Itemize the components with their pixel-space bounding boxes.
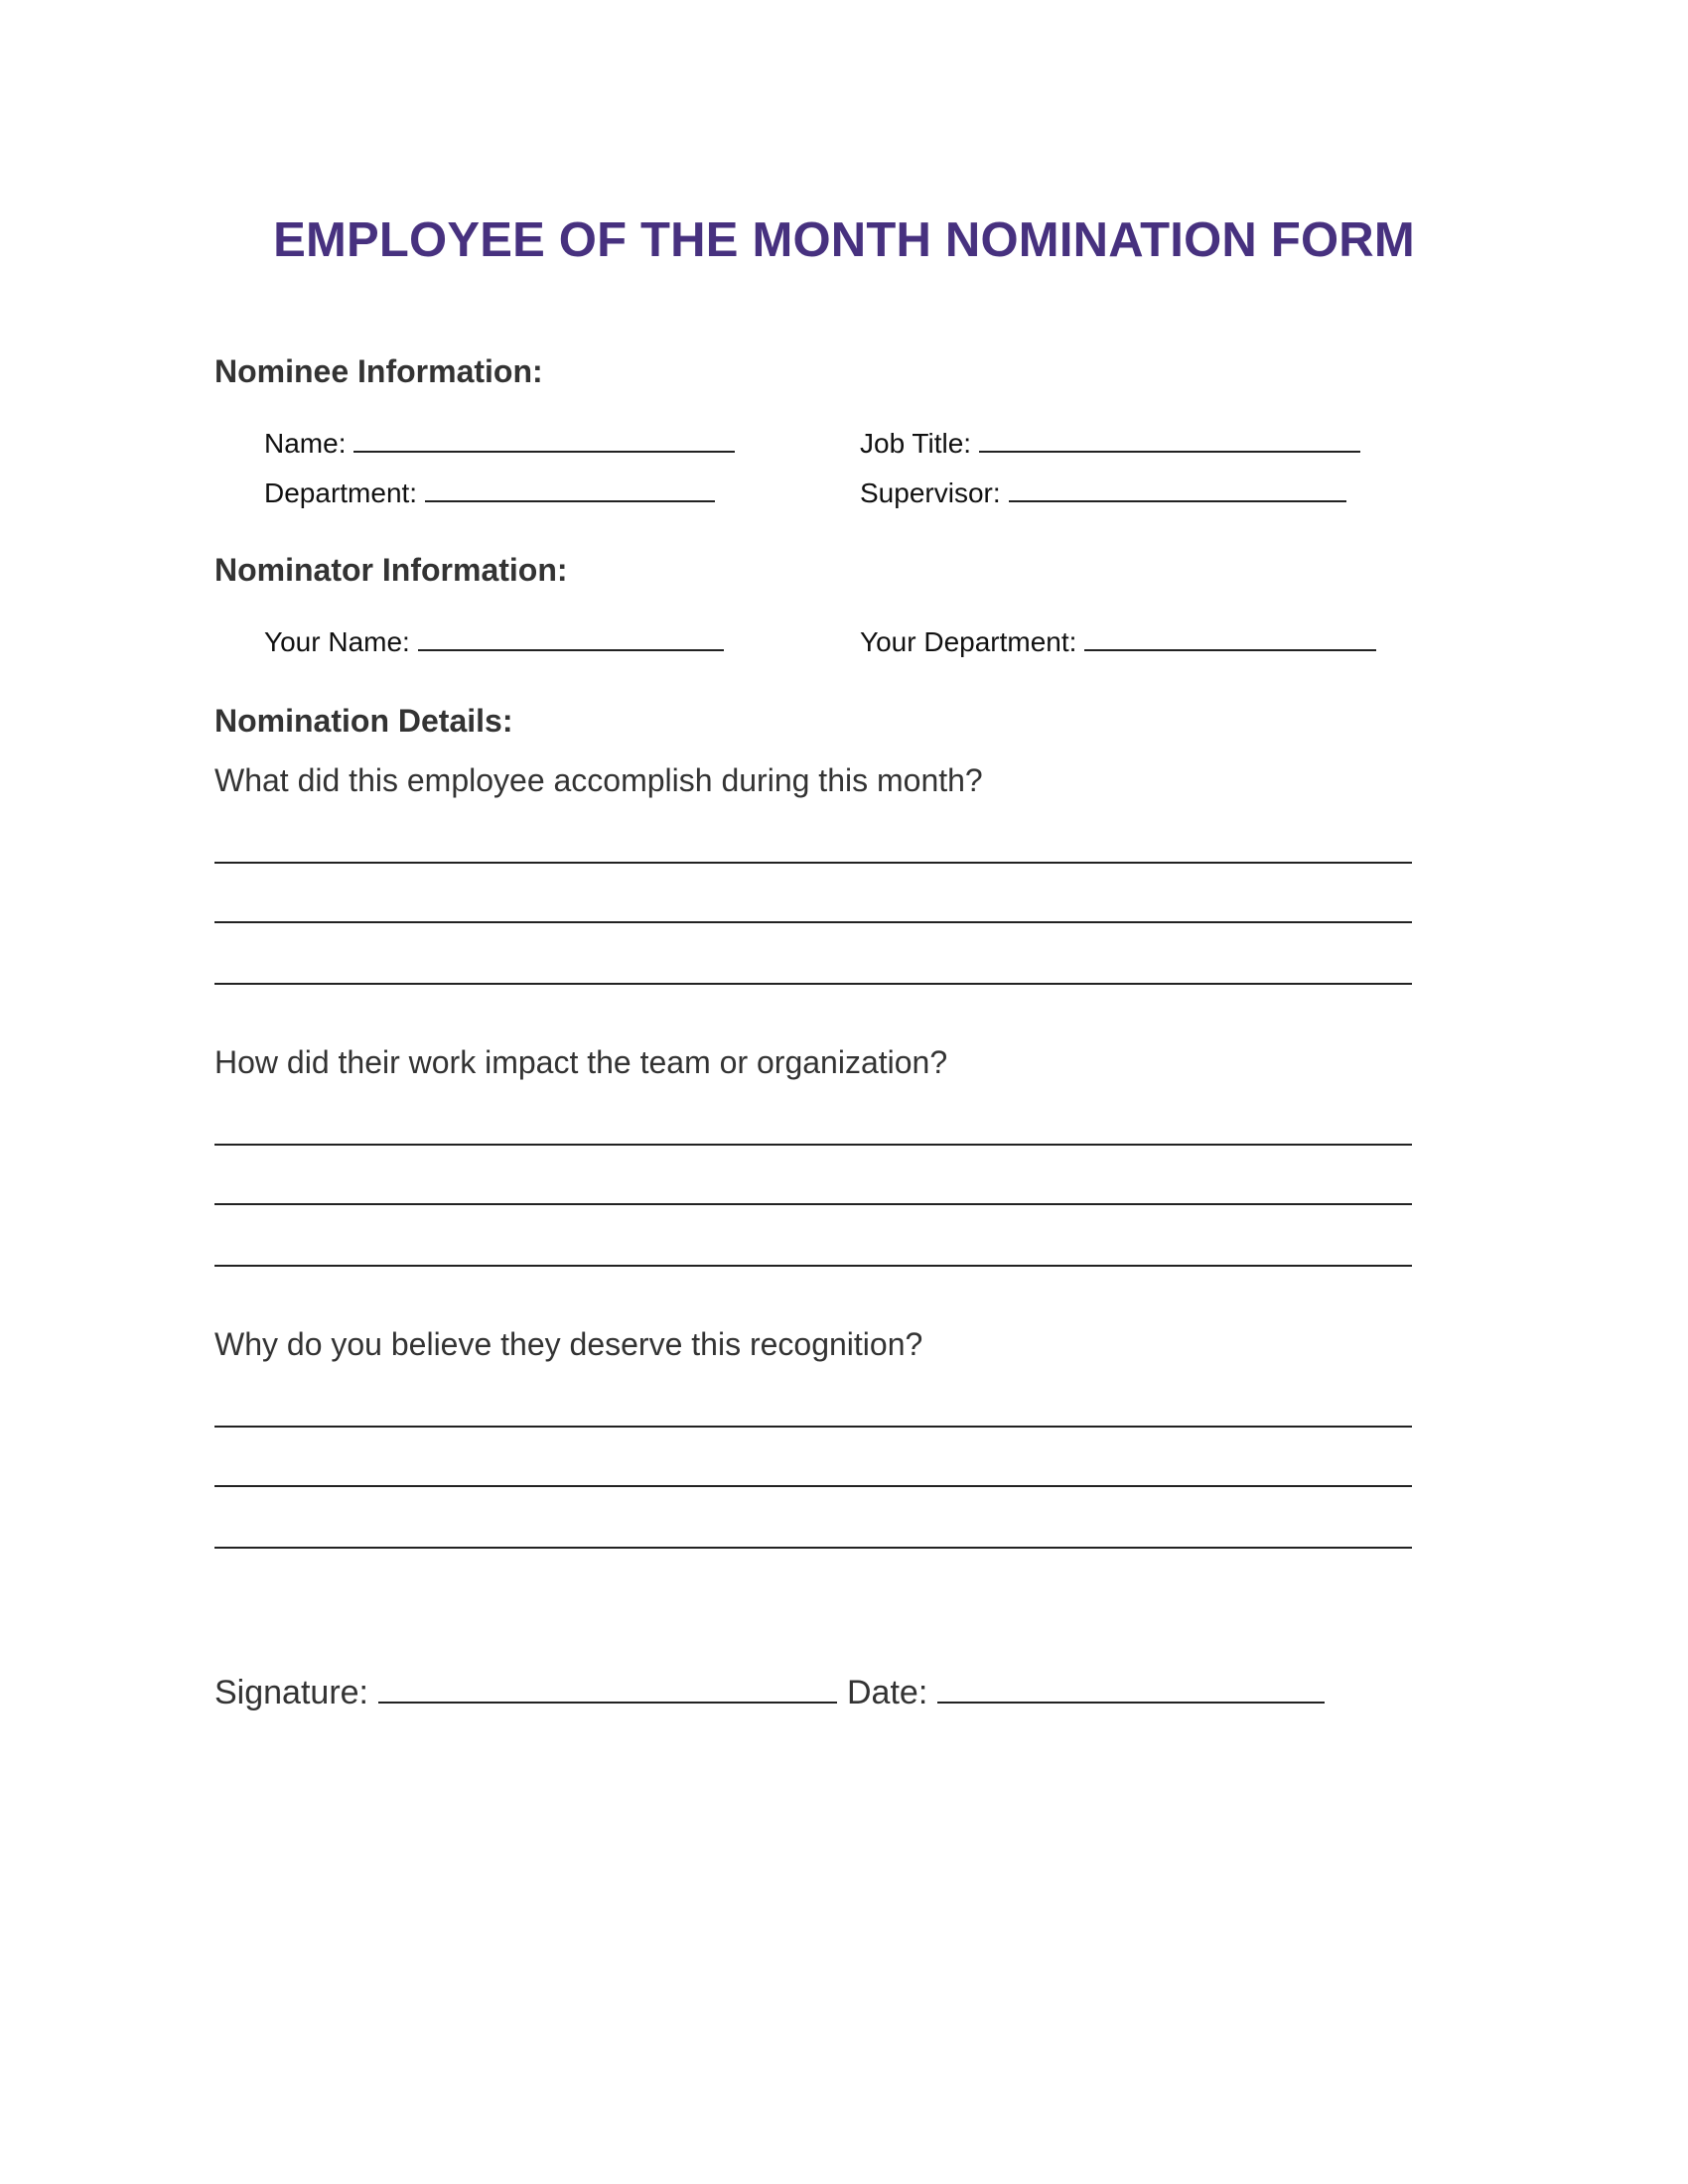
answer-line[interactable]: [214, 943, 1412, 985]
signature-label: Signature:: [214, 1674, 368, 1711]
nominator-department-field: [860, 619, 1376, 658]
nominator-department-label: Your Department:: [860, 626, 1077, 657]
answer-line[interactable]: [214, 1386, 1412, 1428]
nominee-name-field: [264, 421, 735, 460]
nominee-supervisor-input[interactable]: [1009, 471, 1346, 502]
date-label: Date:: [847, 1674, 928, 1711]
nominee-name-label: Name:: [264, 428, 347, 459]
nominator-name-input[interactable]: [418, 619, 724, 651]
nomination-details-heading: Nomination Details:: [214, 703, 513, 739]
answer-line[interactable]: [214, 1225, 1412, 1267]
answer-line[interactable]: [214, 1104, 1412, 1146]
nominator-name-field: [264, 619, 724, 658]
date-input[interactable]: [937, 1668, 1325, 1704]
answer-line[interactable]: [214, 1163, 1412, 1205]
page-title: EMPLOYEE OF THE MONTH NOMINATION FORM: [273, 213, 1415, 267]
question-impact: How did their work impact the team or organization?: [214, 1044, 948, 1080]
answer-line[interactable]: [214, 1507, 1412, 1549]
answer-line[interactable]: [214, 822, 1412, 864]
nominee-supervisor-field: [860, 471, 1346, 509]
nominator-department-input[interactable]: [1084, 619, 1376, 651]
answer-line[interactable]: [214, 1445, 1412, 1487]
signature-input[interactable]: [378, 1668, 837, 1704]
nominee-job-title-label: Job Title:: [860, 428, 972, 459]
nominee-job-title-input[interactable]: [979, 421, 1360, 453]
question-accomplishments: What did this employee accomplish during this month?: [214, 762, 983, 798]
nominee-supervisor-label: Supervisor:: [860, 478, 1001, 508]
signature-row: [214, 1668, 1325, 1712]
nominee-department-input[interactable]: [425, 471, 715, 502]
nominator-name-label: Your Name:: [264, 626, 410, 657]
question-recognition: Why do you believe they deserve this recognition?: [214, 1326, 923, 1362]
nominator-information-heading: Nominator Information:: [214, 552, 568, 588]
nominee-job-title-field: [860, 421, 1360, 460]
nominee-department-field: [264, 471, 715, 509]
nominee-name-input[interactable]: [353, 421, 735, 453]
answer-line[interactable]: [214, 882, 1412, 923]
nominee-department-label: Department:: [264, 478, 418, 508]
nominee-information-heading: Nominee Information:: [214, 353, 543, 389]
